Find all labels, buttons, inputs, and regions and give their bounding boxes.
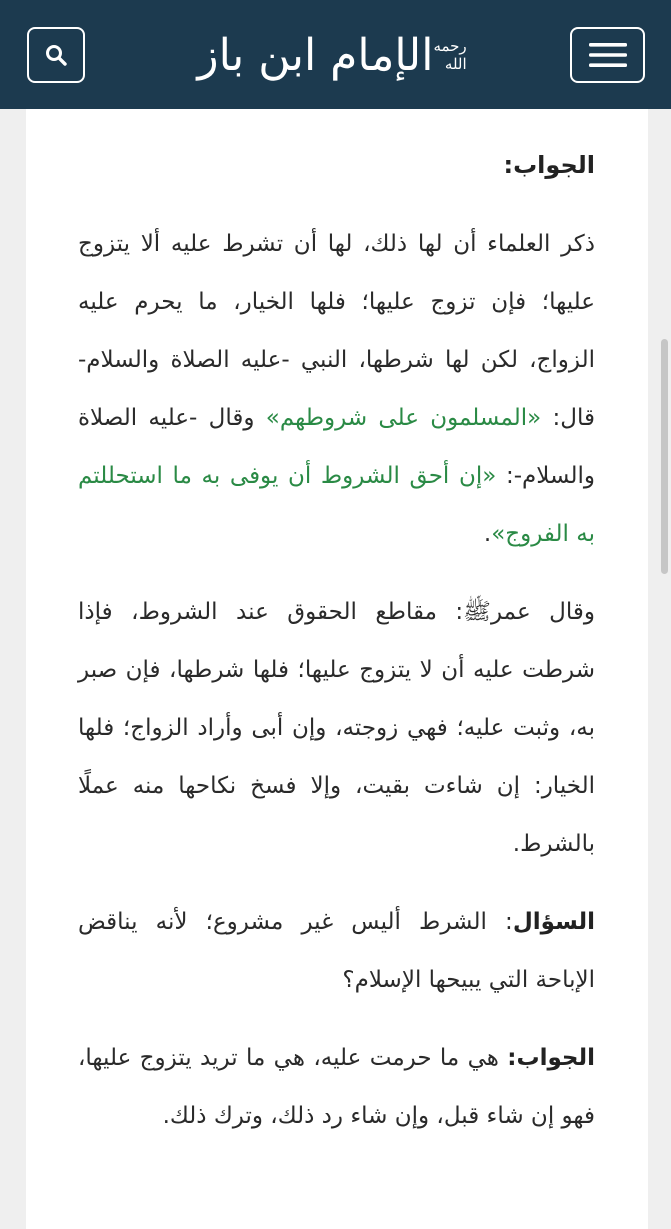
question-text: : الشرط أليس غير مشروع؛ لأنه يناقض الإباحة التي يبيحها الإسلام؟ <box>78 909 595 993</box>
second-answer-paragraph <box>78 1029 595 1145</box>
logo-text: الإمام ابن باز <box>197 29 434 81</box>
hamburger-menu-icon <box>589 43 627 67</box>
hadith-quote: «إن أحق الشروط أن يوفى به ما استحللتم به الفروج» <box>78 463 595 547</box>
answer-text-continued: وقال -عليه الصلاة والسلام-: <box>78 405 595 489</box>
umar-paragraph: وقال عمرﷺ: مقاطع الحقوق عند الشروط، فإذا شرطت عليه أن لا يتزوج عليها؛ فلها شرطها، فإن صبر به، وثبت عليه؛ فهي زوجته، وإن أبى وأراد الزواج؛ فلها الخيار: إن شاءت بقيت، وإلا فسخ نكاحها منه عملًا بالشرط. <box>78 599 595 857</box>
answer-label: الجواب: <box>507 1045 595 1071</box>
scrollbar-thumb[interactable] <box>661 339 668 574</box>
search-button[interactable] <box>27 27 85 83</box>
menu-button[interactable] <box>570 27 645 83</box>
hadith-quote: «المسلمون على شروطهم» <box>265 405 542 431</box>
article-body <box>78 137 595 1165</box>
logo-honorific: رحمه الله <box>433 37 467 73</box>
page-scrollbar[interactable] <box>657 109 671 1199</box>
second-answer-text: هي ما حرمت عليه، هي ما تريد يتزوج عليها، فهو إن شاء قبل، وإن شاء رد ذلك، وترك ذلك. <box>78 1045 595 1129</box>
question-label: السؤال <box>512 909 595 935</box>
site-logo[interactable] <box>197 16 467 94</box>
question-paragraph <box>78 893 595 1009</box>
site-header <box>0 0 671 109</box>
answer-text: ذكر العلماء أن لها ذلك، لها أن تشرط عليه ألا يتزوج عليها؛ فإن تزوج عليها؛ فلها الخيار، ما يحرم عليه الزواج، لكن لها شرطها، النبي -عليه الصلاة والسلام- قال: <box>78 231 595 431</box>
answer-heading: الجواب: <box>503 151 595 179</box>
answer-paragraph <box>78 215 595 563</box>
sentence-end: . <box>483 521 492 547</box>
search-icon <box>45 44 67 66</box>
